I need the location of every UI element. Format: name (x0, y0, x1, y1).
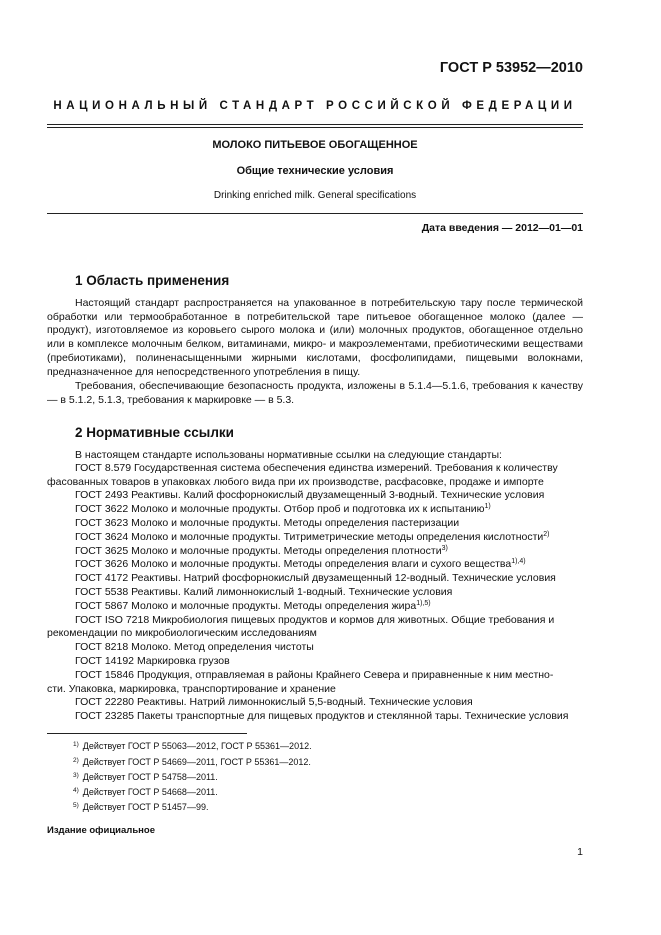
footnote-3: $^{3)}$ Действует ГОСТ Р 54758—2011. (73, 772, 218, 782)
reference-gost-23285: ГОСТ 23285 Пакеты транспортные для пищевых продуктов и стеклянной тары. Технические условия (75, 710, 569, 722)
document-subtitle: Общие технические условия (236, 165, 394, 177)
footnote-5: $^{5)}$ Действует ГОСТ Р 51457—99. (73, 802, 209, 812)
footnote-ref: 1),5) (416, 600, 431, 607)
english-title: Drinking enriched milk. General specifications (213, 190, 417, 201)
introduction-date: Дата введения — 2012—01—01 (421, 222, 583, 234)
reference-gost-5867: ГОСТ 5867 Молоко и молочные продукты. Методы определения жира$^{1),5)}$ (75, 600, 431, 612)
reference-gost-22280: ГОСТ 22280 Реактивы. Натрий лимоннокислый 5,5-водный. Технические условия (75, 696, 473, 708)
footnote-divider (47, 733, 247, 734)
reference-gost-8-579: ГОСТ 8.579 Государственная система обеспечения единства измерений. Требования к количеству (75, 462, 558, 474)
reference-gost-8-579-cont: фасованных товаров в упаковках любого вида при их производстве, расфасовке, продаже и импорте (47, 476, 544, 488)
reference-gost-2493: ГОСТ 2493 Реактивы. Калий фосфорнокислый двузамещенный 3-водный. Технические условия (75, 489, 545, 501)
reference-gost-15846: ГОСТ 15846 Продукция, отправляемая в районы Крайнего Севера и приравненные к ним местно- (75, 669, 554, 681)
official-edition-label: Издание официальное (47, 825, 155, 836)
page-number: 1 (577, 846, 583, 858)
reference-gost-8218: ГОСТ 8218 Молоко. Метод определения чистоты (75, 641, 314, 653)
reference-gost-iso-7218-cont: рекомендации по микробиологическим исследованиям (47, 627, 317, 639)
footnote-ref: 1),4) (511, 558, 526, 565)
reference-gost-3626: ГОСТ 3626 Молоко и молочные продукты. Методы определения влаги и сухого вещества$^{1),4)}$ (75, 558, 526, 570)
reference-gost-iso-7218: ГОСТ ISO 7218 Микробиология пищевых продуктов и кормов для животных. Общие требования и (75, 614, 555, 626)
section-1-paragraph-1: Настоящий стандарт распространяется на упакованное в потребительскую тару после термической обработки или термообработанное в потребительской таре питьевое обогащенное молоко (далее — продукт), изготовляемое из коровьего сырого молока и (или) молочных продуктов, обогащенное отдельно или в комплексе молочным белком, витаминами, микро- и макроэлементами, пребиотическими веществами (пребиотиками), полиненасыщенными жирными кислотами, фосфолипидами, пищевыми волокнами, предназначенное для непосредственного употребления в пищу. (47, 297, 583, 378)
header-divider-bottom (47, 127, 583, 128)
section-2-heading: 2 Нормативные ссылки (75, 425, 234, 440)
reference-gost-5538: ГОСТ 5538 Реактивы. Калий лимоннокислый 1-водный. Технические условия (75, 586, 453, 598)
reference-gost-14192: ГОСТ 14192 Маркировка грузов (75, 655, 230, 667)
reference-gost-3625: ГОСТ 3625 Молоко и молочные продукты. Методы определения плотности$^{3)}$ (75, 545, 448, 557)
footnote-4: $^{4)}$ Действует ГОСТ Р 54668—2011. (73, 787, 218, 797)
reference-gost-4172: ГОСТ 4172 Реактивы. Натрий фосфорнокислый двузамещенный 12-водный. Технические условия (75, 572, 556, 584)
reference-gost-15846-cont: сти. Упаковка, маркировка, транспортирование и хранение (47, 683, 336, 695)
reference-gost-3622: ГОСТ 3622 Молоко и молочные продукты. Отбор проб и подготовка их к испытанию$^{1)}$ (75, 503, 491, 515)
footnote-ref: 1) (484, 503, 491, 510)
reference-gost-3624: ГОСТ 3624 Молоко и молочные продукты. Титриметрические методы определения кислотности$^{2)}$ (75, 531, 550, 543)
references-intro: В настоящем стандарте использованы нормативные ссылки на следующие стандарты: (75, 449, 502, 461)
header-divider-top (47, 124, 583, 125)
document-number: ГОСТ Р 53952—2010 (439, 60, 583, 76)
footnote-1: $^{1)}$ Действует ГОСТ Р 55063—2012, ГОСТ Р 55361—2012. (73, 741, 312, 751)
footnote-ref: 2) (543, 531, 550, 538)
title-divider (47, 213, 583, 214)
document-title: МОЛОКО ПИТЬЕВОЕ ОБОГАЩЕННОЕ (212, 139, 418, 151)
national-standard-heading: НАЦИОНАЛЬНЫЙ СТАНДАРТ РОССИЙСКОЙ ФЕДЕРАЦИИ (53, 100, 577, 112)
reference-gost-3623: ГОСТ 3623 Молоко и молочные продукты. Методы определения пастеризации (75, 517, 460, 529)
footnote-ref: 3) (441, 545, 448, 552)
section-1-heading: 1 Область применения (75, 273, 230, 288)
footnote-2: $^{2)}$ Действует ГОСТ Р 54669—2011, ГОСТ Р 55361—2012. (73, 757, 311, 767)
section-1-paragraph-2: Требования, обеспечивающие безопасность продукта, изложены в 5.1.4—5.1.6, требования к качеству — в 5.1.2, 5.1.3, требования к маркировке — в 5.3. (47, 380, 583, 406)
